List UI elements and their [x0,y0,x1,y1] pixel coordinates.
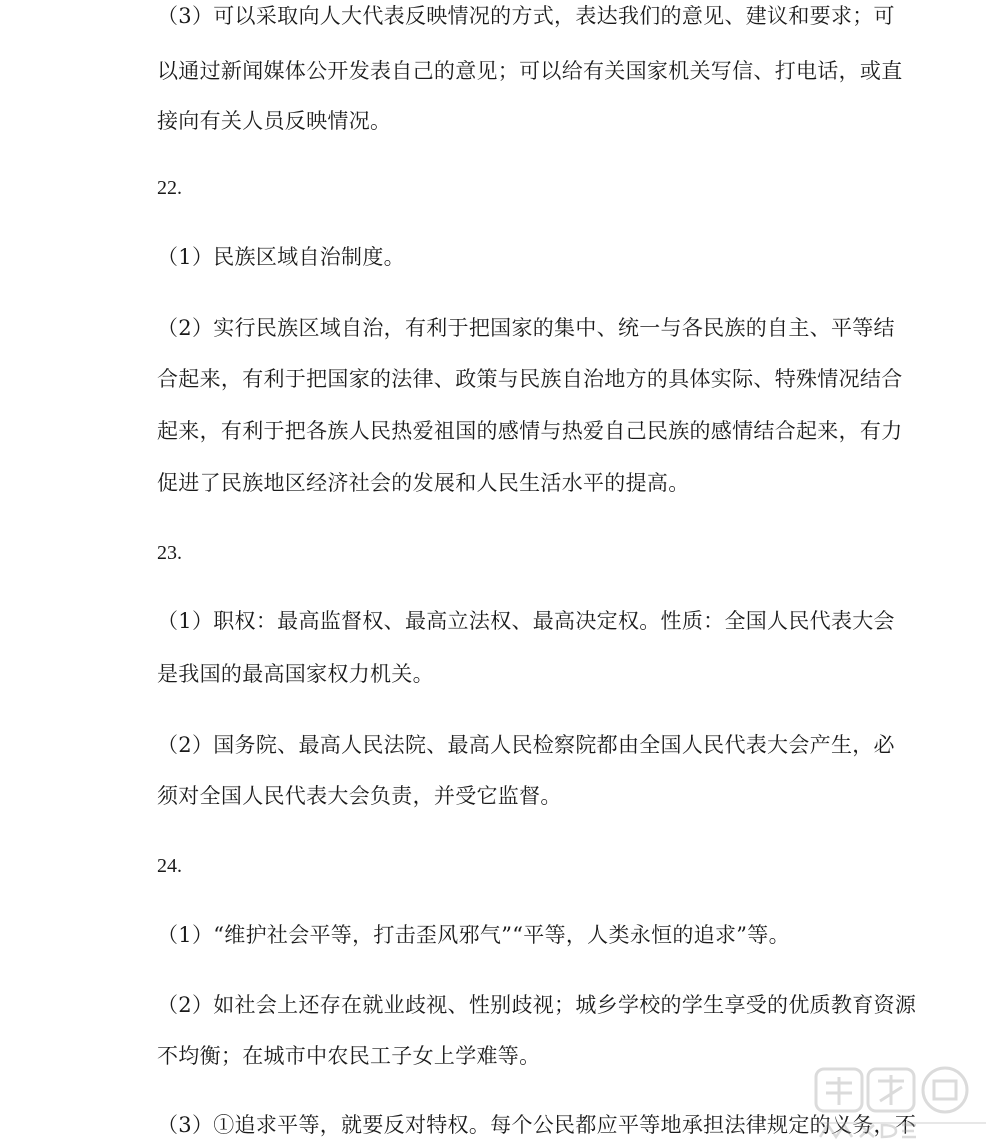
question-number: 23. [157,542,182,564]
text-line: （2）如社会上还存在就业歧视、性别歧视；城乡学校的学生享受的优质教育资源 [157,993,917,1017]
text-line: （1）职权：最高监督权、最高立法权、最高决定权。性质：全国人民代表大会 [157,609,895,633]
text-line: （2）实行民族区域自治，有利于把国家的集中、统一与各民族的自主、平等结 [157,316,895,340]
text-line: 起来，有利于把各族人民热爱祖国的感情与热爱自己民族的感情结合起来，有力 [157,419,903,443]
text-line: 合起来，有利于把国家的法律、政策与民族自治地方的具体实际、特殊情况结合 [157,367,903,391]
text-line: 不均衡；在城市中农民工子女上学难等。 [157,1044,541,1068]
text-line: （3）可以采取向人大代表反映情况的方式，表达我们的意见、建议和要求；可 [157,4,895,28]
text-line: 促进了民族地区经济社会的发展和人民生活水平的提高。 [157,471,690,495]
text-line: （3）①追求平等，就要反对特权。每个公民都应平等地承担法律规定的义务，不 [157,1113,917,1137]
text-line: （2）国务院、最高人民法院、最高人民检察院都由全国人民代表大会产生，必 [157,733,895,757]
text-line: 须对全国人民代表大会负责，并受它监督。 [157,784,562,808]
text-line: （1）“维护社会平等，打击歪风邪气”“平等，人类永恒的追求”等。 [157,923,790,947]
text-line: 是我国的最高国家权力机关。 [157,662,434,686]
text-line: （1）民族区域自治制度。 [157,245,405,269]
question-number: 24. [157,855,182,877]
text-line: 以通过新闻媒体公开发表自己的意见；可以给有关国家机关写信、打电话，或直 [157,59,903,83]
watermark-logo [812,1063,994,1141]
text-line: 接向有关人员反映情况。 [157,109,392,133]
question-number: 22. [157,177,182,199]
